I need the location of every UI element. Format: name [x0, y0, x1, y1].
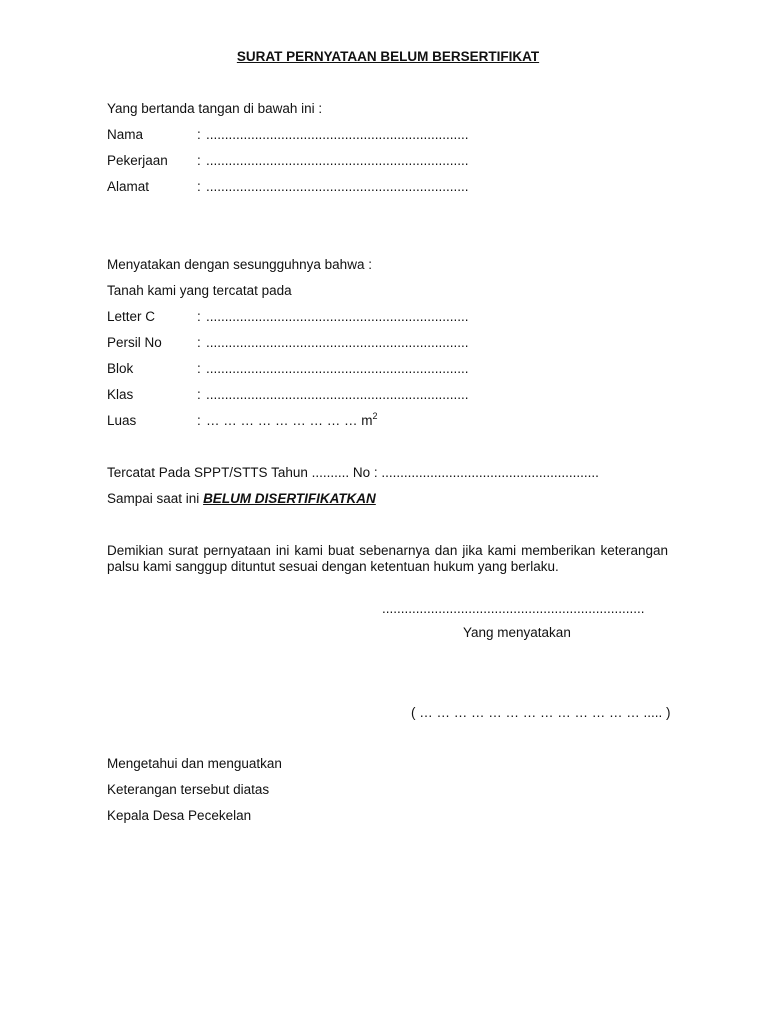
field-label-persil-no: Persil No	[107, 335, 162, 350]
field-label-alamat: Alamat	[107, 179, 150, 194]
field-label-luas: Luas	[107, 413, 137, 428]
closing-paragraph: Demikian surat pernyataan ini kami buat sebenarnya dan jika kami memberikan keterangan palsu kami sanggup dituntut sesuai dengan ketentuan hukum yang berlaku.	[107, 543, 668, 574]
signature-name: ( … … … … … … … … … … … … … ..... )	[411, 705, 671, 720]
document-title: SURAT PERNYATAAN BELUM BERSERTIFIKAT	[236, 49, 540, 64]
status-prefix: Sampai saat ini	[107, 491, 204, 506]
field-value-letter-c: ......................................................................	[206, 309, 469, 324]
statement-intro: Menyatakan dengan sesungguhnya bahwa :	[107, 257, 372, 272]
signature-role: Yang menyatakan	[463, 625, 571, 640]
field-label-blok: Blok	[107, 361, 134, 376]
field-value-pekerjaan: ......................................................................	[206, 153, 469, 168]
field-colon: :	[197, 413, 201, 428]
sppt-line: Tercatat Pada SPPT/STTS Tahun .......... No : ..........................................................	[107, 465, 599, 480]
luas-unit-exponent: 2	[372, 410, 378, 421]
field-colon: :	[197, 309, 201, 324]
field-value-alamat: ......................................................................	[206, 179, 469, 194]
luas-unit: m	[361, 413, 373, 428]
field-label-nama: Nama	[107, 127, 144, 142]
status-emphasis: BELUM DISERTIFIKATKAN	[203, 491, 376, 506]
field-label-pekerjaan: Pekerjaan	[107, 153, 168, 168]
status-line	[107, 491, 376, 507]
signature-place-date: ......................................................................	[382, 601, 645, 616]
field-value-luas	[206, 410, 378, 429]
luas-dots: … … … … … … … … …	[206, 413, 358, 428]
field-label-klas: Klas	[107, 387, 134, 402]
field-value-nama: ......................................................................	[206, 127, 469, 142]
field-colon: :	[197, 335, 201, 350]
acknowledgement-line-2: Keterangan tersebut diatas	[107, 782, 270, 797]
intro-text: Yang bertanda tangan di bawah ini :	[107, 101, 323, 116]
field-value-persil-no: ......................................................................	[206, 335, 469, 350]
field-colon: :	[197, 179, 201, 194]
field-colon: :	[197, 127, 201, 142]
land-intro: Tanah kami yang tercatat pada	[107, 283, 292, 298]
field-colon: :	[197, 153, 201, 168]
field-value-klas: ......................................................................	[206, 387, 469, 402]
field-label-letter-c: Letter C	[107, 309, 156, 324]
acknowledgement-line-3: Kepala Desa Pecekelan	[107, 808, 252, 823]
field-value-blok: ......................................................................	[206, 361, 469, 376]
field-colon: :	[197, 361, 201, 376]
field-colon: :	[197, 387, 201, 402]
acknowledgement-line-1: Mengetahui dan menguatkan	[107, 756, 282, 771]
